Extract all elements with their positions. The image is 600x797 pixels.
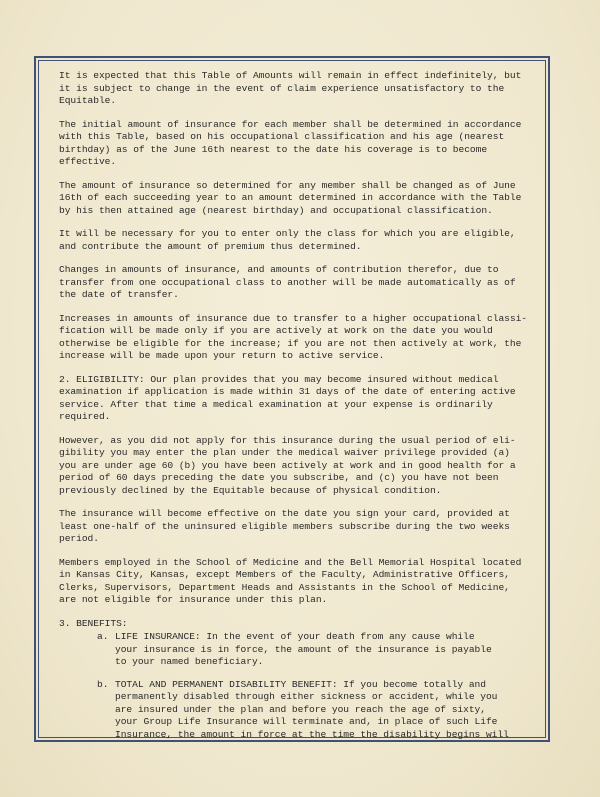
benefit-letter: a. bbox=[97, 631, 109, 642]
benefit-text: TOTAL AND PERMANENT DISABILITY BENEFIT: If you become totally and permanently disabled through either sickness or accident, while you are insured under the plan and before you reach the age of sixty, your Group Life Insurance will terminate and, in place of such Life Insurance, the amount in force at the time the disability begins will bbox=[115, 678, 509, 740]
benefits-heading: 3. BENEFITS: bbox=[59, 617, 128, 629]
benefit-letter: b. bbox=[97, 678, 109, 690]
benefit-text: LIFE INSURANCE: In the event of your death from any cause while your insurance is in force, the amount of the insurance is payable to your named beneficiary. bbox=[115, 631, 492, 667]
paragraph-eligibility: 2. ELIGIBILITY: Our plan provides that you may become insured without medical examination if application is made within 31 days of the date of entering active service. After that time a medical examination at your expense is ordinarily required. bbox=[59, 373, 516, 422]
paragraph-annual-change: The amount of insurance so determined for any member shall be changed as of June 16th of each succeeding year to an amount determined in accordance with the Table by his then attained age (nearest birthday) and occupational classification. bbox=[59, 179, 522, 216]
paragraph-effective-date: The insurance will become effective on the date you sign your card, provided at least one-half of the uninsured eligible members subscribe during the two weeks period. bbox=[59, 508, 510, 544]
paragraph-class-transfer: Changes in amounts of insurance, and amounts of contribution therefor, due to transfer from one occupational class to another will be made automatically as of the date of transfer. bbox=[59, 264, 516, 300]
paragraph-medical-waiver: However, as you did not apply for this insurance during the usual period of eli- gibility you may enter the plan under the medical waiver privilege provided (a) you are under age 60 (b) you have been actively at work and in good health for a period of 60 days preceding the date you subscribe, and (c) you have not been previously declined by the Equitable because of physical condition. bbox=[59, 434, 516, 496]
benefit-item-disability bbox=[97, 679, 539, 742]
paragraph-not-eligible: Members employed in the School of Medicine and the Bell Memorial Hospital located in Kansas City, Kansas, except Members of the Faculty, Administrative Officers, Clerks, Supervisors, Department Heads and Assistants in the School of Medicine, are not eligible for insurance under this plan. bbox=[59, 556, 522, 605]
paragraph-enter-class: It will be necessary for you to enter only the class for which you are eligible, and contribute the amount of premium thus determined. bbox=[59, 228, 516, 252]
paragraph-table-effect: It is expected that this Table of Amounts will remain in effect indefinitely, but it is subject to change in the event of claim experience unsatisfactory to the Equitable. bbox=[59, 70, 522, 106]
benefit-item-life-insurance bbox=[97, 631, 539, 669]
paragraph-increases: Increases in amounts of insurance due to transfer to a higher occupational classi- fication will be made only if you are actively at work on the date you would otherwise be eligible for the increase; if you are not then actively at work, the increase will be made upon your return to active service. bbox=[59, 312, 527, 361]
paragraph-initial-amount: The initial amount of insurance for each member shall be determined in accordance with this Table, based on his occupational classification and his age (nearest birthday) as of the June 16th nearest to the date his coverage is to become effective. bbox=[59, 118, 522, 167]
document-body bbox=[59, 70, 539, 751]
